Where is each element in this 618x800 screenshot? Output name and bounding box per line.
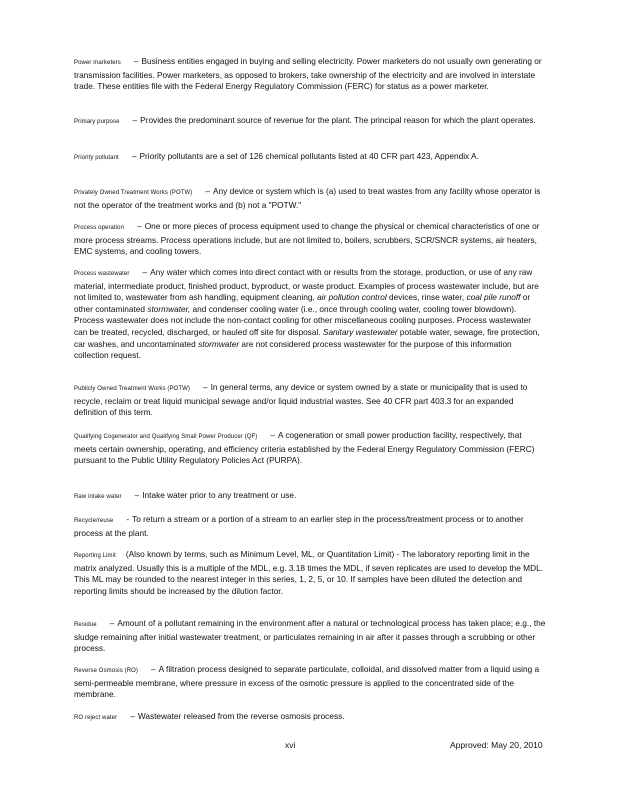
definition: Amount of a pollutant remaining in the environment after a natural or technological process has taken place; e.g., the sludge remaining after initial wastewater treatment, or particulates remaining in air after it passes through a scrubbing or other process. <box>74 618 546 654</box>
glossary-entry-residue: Residue – Amount of a pollutant remaining in the environment after a natural or technological process has taken place; e.g., the sludge remaining after initial wastewater treatment, or particulates remaining in air after it passes through a scrubbing or other process. <box>74 618 546 654</box>
glossary-entry-recycle-reuse: Recycle/reuse - To return a stream or a portion of a stream to an earlier step in the process/treatment process or to another process at the plant. <box>74 514 524 538</box>
term: Reverse Osmosis (RO) <box>74 668 139 674</box>
approval-date: Approved: May 20, 2010 <box>450 740 543 750</box>
glossary-entry-ro-reject-water: RO reject water – Wastewater released from the reverse osmosis process. <box>74 711 345 721</box>
glossary-entry-qualifying-cogenerator: Qualifying Cogenerator and Qualifying Small Power Producer (QF) – A cogeneration or small power production facility, respectively, that meets certain ownership, operating, and efficiency criteria established by the Federal Energy Regulatory Commission (FERC) pursuant to the Public Utility Regulatory Policies Act (PURPA). <box>74 430 535 466</box>
definition: A filtration process designed to separate particulate, colloidal, and dissolved matter from a liquid using a semi-permeable membrane, where pressure in excess of the osmotic pressure is applied to the concentrated side of the membrane. <box>74 664 540 700</box>
term: Process operation <box>74 225 125 231</box>
glossary-entry-raw-intake-water: Raw intake water – Intake water prior to any treatment or use. <box>74 490 297 500</box>
term: Power marketers <box>74 60 121 66</box>
glossary-entry-primary-purpose: Primary purpose – Provides the predominant source of revenue for the plant. The principal reason for which the plant operates. <box>74 115 536 125</box>
glossary-entry-priority-pollutant: Priority pollutant – Priority pollutants are a set of 126 chemical pollutants listed at 40 CFR part 423, Appendix A. <box>74 151 479 161</box>
definition: (Also known by terms, such as Minimum Level, ML, or Quantitation Limit) - The laboratory reporting limit in the matrix analyzed. Usually this is a multiple of the MDL, e.g. 3.18 times the MDL, if seven replicates are used to develop the MDL. This ML may be rounded to the nearest integer in this series, 1, 2, 5, or 10. If samples have been diluted the detection and reporting limits should be increased by the dilution factor. <box>74 549 543 596</box>
definition: In general terms, any device or system owned by a state or municipality that is used to recycle, reclaim or treat liquid municipal sewage and/or liquid industrial wastes. See 40 CFR part 403.3 for an expanded definition of this term. <box>74 382 528 418</box>
term: Primary purpose <box>74 119 120 125</box>
term: Privately Owned Treatment Works (POTW) <box>74 190 193 196</box>
term: RO reject water <box>74 715 118 721</box>
definition: One or more pieces of process equipment used to change the physical or chemical characteristics of one or more process streams. Process operations include, but are not limited to, boilers, scrubbers, SCR/SNCR systems, air heaters, EMC systems, and cooling towers. <box>74 221 540 257</box>
definition: A cogeneration or small power production facility, respectively, that meets certain ownership, operating, and efficiency criteria established by the Federal Energy Regulatory Commission (FERC) pursuant to the Public Utility Regulatory Policies Act (PURPA). <box>74 430 535 466</box>
glossary-entry-privately-owned-treatment-works: Privately Owned Treatment Works (POTW) – Any device or system which is (a) used to treat wastes from any facility whose operator is not the operator of the treatment works and (b) not a "POTW." <box>74 186 541 210</box>
definition: To return a stream or a portion of a stream to an earlier step in the process/treatment process or to another process at the plant. <box>74 514 524 538</box>
page-number: xvi <box>285 740 296 750</box>
definition: Any device or system which is (a) used to treat wastes from any facility whose operator is not the operator of the treatment works and (b) not a "POTW." <box>74 186 541 210</box>
glossary-entry-reporting-limit <box>74 549 546 597</box>
term: Residue <box>74 622 97 628</box>
term: Qualifying Cogenerator and Qualifying Small Power Producer (QF) <box>74 434 258 440</box>
definition: Provides the predominant source of revenue for the plant. The principal reason for which the plant operates. <box>140 115 536 125</box>
definition: Priority pollutants are a set of 126 chemical pollutants listed at 40 CFR part 423, Appendix A. <box>139 151 479 161</box>
glossary-entry-reverse-osmosis: Reverse Osmosis (RO) – A filtration process designed to separate particulate, colloidal, and dissolved matter from a liquid using a semi-permeable membrane, where pressure in excess of the osmotic pressure is applied to the concentrated side of the membrane. <box>74 664 540 700</box>
definition: Business entities engaged in buying and selling electricity. Power marketers do not usually own generating or transmission facilities. Power marketers, as opposed to brokers, take ownership of the electricity and are involved in interstate trade. These entities file with the Federal Energy Regulatory Commission (FERC) for status as a power marketer. <box>74 56 542 92</box>
definition: Intake water prior to any treatment or use. <box>142 490 297 500</box>
term: Publicly Owned Treatment Works (POTW) <box>74 386 190 392</box>
glossary-entry-power-marketers: Power marketers – Business entities engaged in buying and selling electricity. Power marketers do not usually own generating or transmission facilities. Power marketers, as opposed to brokers, take ownership of the electricity and are involved in interstate trade. These entities file with the Federal Energy Regulatory Commission (FERC) for status as a power marketer. <box>74 56 542 92</box>
definition: Any water which comes into direct contact with or results from the storage, production, or use of any raw material, intermediate product, finished product, byproduct, or waste product. Examples of process wastewater include, but are not limited to, wastewater from ash handling, equipment cleaning, air pollution control devices, rinse water, coal pile runoff or other contaminated stormwater, and condenser cooling water (i.e., once through cooling water, cooling tower blowdown). Process wastewater does not include the non-contact cooling for other miscellaneous cooling purposes. Process wastewater can be treated, recycled, discharged, or hauled off site for disposal. Sanitary wastewater potable water, sewage, fire protection, car washes, and uncontaminated stormwater are not considered process wastewater for the purpose of this information collection request. <box>74 267 540 361</box>
glossary-entry-process-wastewater: Process wastewater – Any water which comes into direct contact with or results from the storage, production, or use of any raw material, intermediate product, finished product, byproduct, or waste product. Examples of process wastewater include, but are not limited to, wastewater from ash handling, equipment cleaning, air pollution control devices, rinse water, coal pile runoff or other contaminated stormwater, and condenser cooling water (i.e., once through cooling water, cooling tower blowdown). Process wastewater does not include the non-contact cooling for other miscellaneous cooling purposes. Process wastewater can be treated, recycled, discharged, or hauled off site for disposal. Sanitary wastewater potable water, sewage, fire protection, car washes, and uncontaminated stormwater are not considered process wastewater for the purpose of this information collection request. <box>74 267 540 361</box>
term: Recycle/reuse <box>74 518 114 524</box>
term: Priority pollutant <box>74 155 119 161</box>
glossary-entry-process-operation: Process operation – One or more pieces of process equipment used to change the physical or chemical characteristics of one or more process streams. Process operations include, but are not limited to, boilers, scrubbers, SCR/SNCR systems, air heaters, EMC systems, and cooling towers. <box>74 221 540 257</box>
term: Raw intake water <box>74 494 122 500</box>
term: Process wastewater <box>74 271 130 277</box>
term: Reporting Limit <box>74 553 116 559</box>
glossary-entry-publicly-owned-treatment-works: Publicly Owned Treatment Works (POTW) – In general terms, any device or system owned by a state or municipality that is used to recycle, reclaim or treat liquid municipal sewage and/or liquid industrial wastes. See 40 CFR part 403.3 for an expanded definition of this term. <box>74 382 528 418</box>
definition: Wastewater released from the reverse osmosis process. <box>137 711 345 721</box>
